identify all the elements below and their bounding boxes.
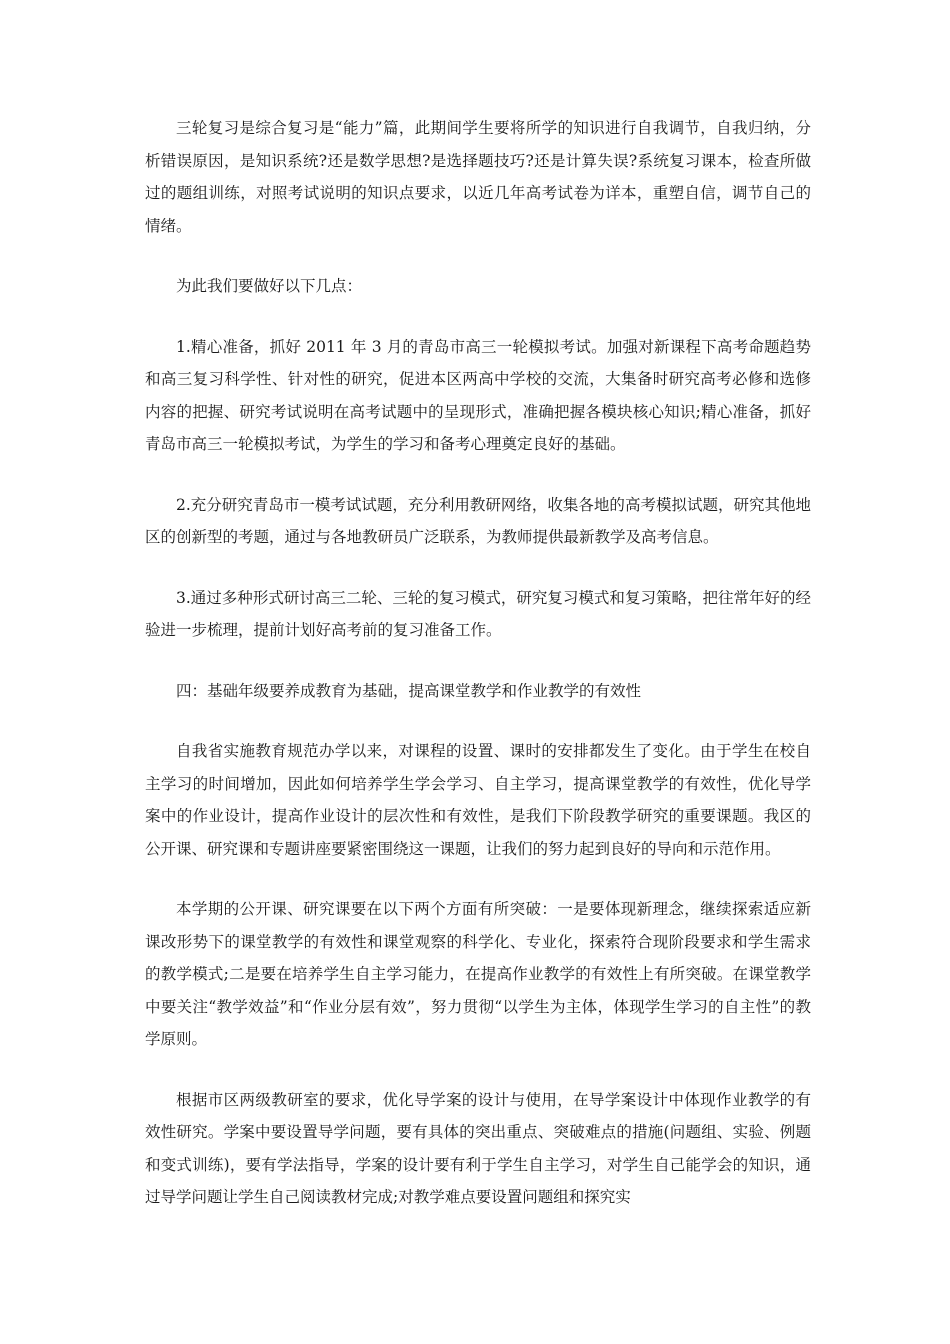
paragraph-point-3: 3.通过多种形式研讨高三二轮、三轮的复习模式，研究复习模式和复习策略，把往常年好的经验进一步梳理，提前计划好高考前的复习准备工作。: [145, 588, 811, 639]
paragraph-intro-points: 为此我们要做好以下几点：: [176, 277, 363, 295]
paragraph-review-overview: 三轮复习是综合复习是“能力”篇，此期间学生要将所学的知识进行自我调节，自我归纳，分析错误原因，是知识系统?还是数学思想?是选择题技巧?还是计算失误?系统复习课本，检查所做过的题组训练，对照考试说明的知识点要求，以近几年高考试卷为详本，重塑自信，调节自己的情绪。: [145, 119, 811, 235]
paragraph-self-study: 自我省实施教育规范办学以来，对课程的设置、课时的安排都发生了变化。由于学生在校自主学习的时间增加，因此如何培养学生学会学习、自主学习，提高课堂教学的有效性，优化导学案中的作业设计，提高作业设计的层次性和有效性，是我们下阶段教学研究的重要课题。我区的公开课、研究课和专题讲座要紧密围绕这一课题，让我们的努力起到良好的导向和示范作用。: [145, 742, 811, 858]
paragraph-open-class: 本学期的公开课、研究课要在以下两个方面有所突破：一是要体现新理念，继续探索适应新课改形势下的课堂教学的有效性和课堂观察的科学化、专业化，探索符合现阶段要求和学生需求的教学模式;二是要在培养学生自主学习能力，在提高作业教学的有效性上有所突破。在课堂教学中要关注“教学效益”和“作业分层有效”，努力贯彻“以学生为主体，体现学生学习的自主性”的教学原则。: [145, 900, 811, 1048]
document-body: [145, 112, 811, 1242]
section-heading-four: 四：基础年级要养成教育为基础，提高课堂教学和作业教学的有效性: [176, 681, 642, 700]
paragraph-guided-study: 根据市区两级教研室的要求，优化导学案的设计与使用，在导学案设计中体现作业教学的有效性研究。学案中要设置导学问题，要有具体的突出重点、突破难点的措施(问题组、实验、例题和变式训练)，要有学法指导，学案的设计要有利于学生自主学习，对学生自己能学会的知识，通过导学问题让学生自己阅读教材完成;对教学难点要设置问题组和探究实: [145, 1090, 811, 1206]
paragraph-point-2: 2.充分研究青岛市一模考试试题，充分利用教研网络，收集各地的高考模拟试题，研究其他地区的创新型的考题，通过与各地教研员广泛联系，为教师提供最新教学及高考信息。: [145, 495, 811, 546]
paragraph-point-1: 1.精心准备，抓好 2011 年 3 月的青岛市高三一轮模拟考试。加强对新课程下高考命题趋势和高三复习科学性、针对性的研究，促进本区两高中学校的交流，大集备时研究高考必修和选修内容的把握、研究考试说明在高考试题中的呈现形式，准确把握各模块核心知识;精心准备，抓好青岛市高三一轮模拟考试，为学生的学习和备考心理奠定良好的基础。: [145, 337, 811, 453]
